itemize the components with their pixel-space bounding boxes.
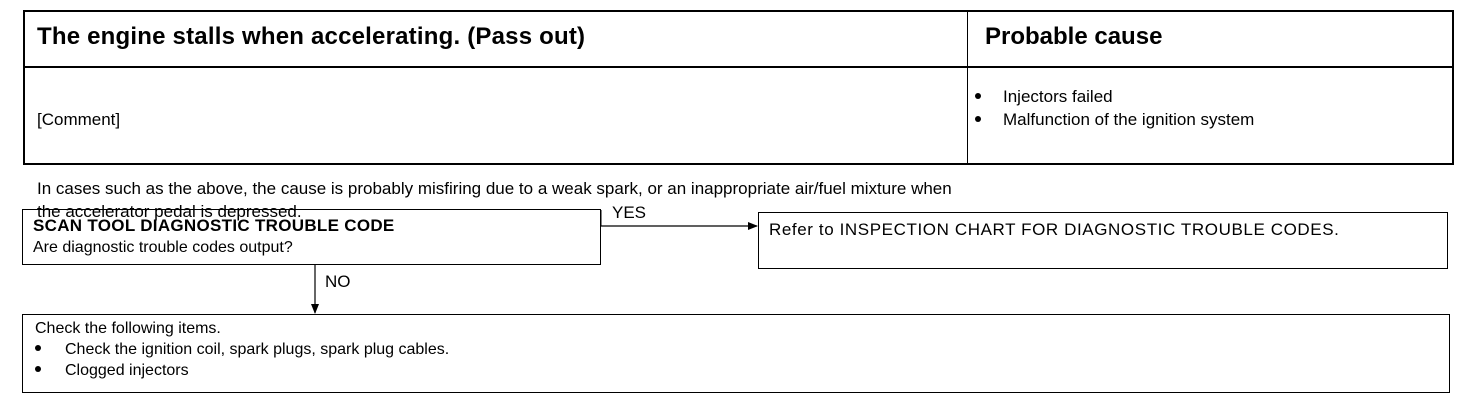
probable-cause-heading: Probable cause xyxy=(985,23,1163,50)
cause-text: Injectors failed xyxy=(1003,87,1113,106)
scan-tool-question: Are diagnostic trouble codes output? xyxy=(33,239,293,256)
comment-body: In cases such as the above, the cause is probably misfiring due to a weak spark, or an inappropriate air/fuel mixture when the accelerator pedal is depressed. xyxy=(37,179,952,221)
comment-label: [Comment] xyxy=(37,110,121,129)
symptom-heading: The engine stalls when accelerating. (Pass out) xyxy=(37,23,586,50)
check-item-text: Check the ignition coil, spark plugs, spark plug cables. xyxy=(65,341,450,358)
yes-arrow xyxy=(601,210,757,226)
yes-label: YES xyxy=(612,203,647,222)
check-heading: Check the following items. xyxy=(35,320,221,337)
refer-text: Refer to INSPECTION CHART FOR DIAGNOSTIC TROUBLE CODES. xyxy=(769,220,1340,239)
no-label: NO xyxy=(325,272,351,291)
scan-tool-title: SCAN TOOL DIAGNOSTIC TROUBLE CODE xyxy=(33,216,395,235)
check-item-text: Clogged injectors xyxy=(65,362,189,379)
cause-text: Malfunction of the ignition system xyxy=(1003,110,1255,129)
